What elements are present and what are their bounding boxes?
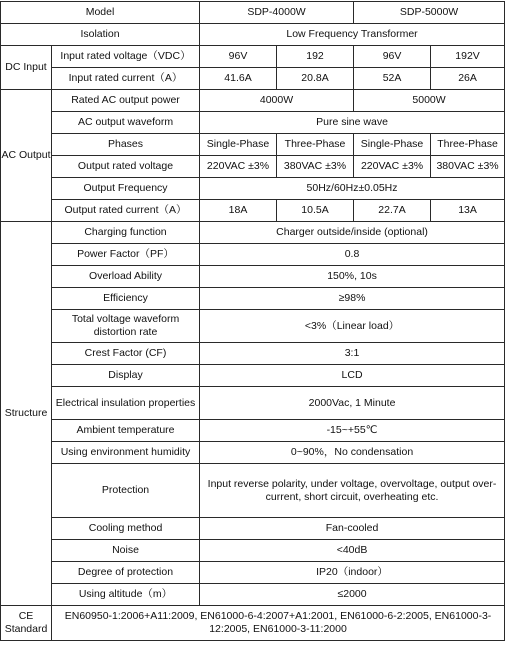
ce-row bbox=[1, 606, 505, 641]
structure-value: 0.8 bbox=[200, 244, 505, 266]
structure-row bbox=[1, 420, 505, 442]
ac-current-label: Output rated current（A） bbox=[52, 200, 200, 222]
ac-current-value: 13A bbox=[431, 200, 505, 222]
structure-value: 150%, 10s bbox=[200, 266, 505, 288]
structure-value: ≤2000 bbox=[200, 584, 505, 606]
ac-phases-value: Three-Phase bbox=[277, 134, 354, 156]
structure-row bbox=[1, 584, 505, 606]
structure-row bbox=[1, 288, 505, 310]
structure-label: Electrical insulation properties bbox=[52, 387, 200, 420]
structure-value: Charger outside/inside (optional) bbox=[200, 222, 505, 244]
dc-input-voltage-row bbox=[1, 46, 505, 68]
structure-label: Power Factor（PF） bbox=[52, 244, 200, 266]
structure-value: -15~+55℃ bbox=[200, 420, 505, 442]
dc-input-current-row bbox=[1, 68, 505, 90]
dc-input-group: DC Input bbox=[1, 46, 52, 90]
structure-row bbox=[1, 540, 505, 562]
structure-row bbox=[1, 244, 505, 266]
structure-row bbox=[1, 222, 505, 244]
isolation-label: Isolation bbox=[1, 24, 200, 46]
dc-voltage-value: 96V bbox=[200, 46, 277, 68]
ac-output-group: AC Output bbox=[1, 90, 52, 222]
ac-phases-value: Three-Phase bbox=[431, 134, 505, 156]
structure-value: Fan-cooled bbox=[200, 518, 505, 540]
dc-voltage-value: 96V bbox=[354, 46, 431, 68]
dc-current-label: Input rated current（A） bbox=[52, 68, 200, 90]
ac-voltage-row bbox=[1, 156, 505, 178]
structure-label: Using environment humidity bbox=[52, 442, 200, 464]
structure-value: <40dB bbox=[200, 540, 505, 562]
structure-row bbox=[1, 387, 505, 420]
structure-row bbox=[1, 266, 505, 288]
structure-row bbox=[1, 562, 505, 584]
dc-voltage-value: 192 bbox=[277, 46, 354, 68]
structure-value: IP20（indoor） bbox=[200, 562, 505, 584]
ac-phases-label: Phases bbox=[52, 134, 200, 156]
isolation-row bbox=[1, 24, 505, 46]
structure-value: ≥98% bbox=[200, 288, 505, 310]
ac-voltage-value: 380VAC ±3% bbox=[431, 156, 505, 178]
ce-value: EN60950-1:2006+A11:2009, EN61000-6-4:2007+A1:2001, EN61000-6-2:2005, EN61000-3-12:2005, EN61000-3-11:2000 bbox=[52, 606, 505, 641]
spec-table bbox=[0, 1, 505, 641]
structure-row bbox=[1, 464, 505, 518]
structure-label: Using altitude（m） bbox=[52, 584, 200, 606]
ce-label: CE Standard bbox=[1, 606, 52, 641]
structure-group: Structure bbox=[1, 222, 52, 606]
ac-waveform-row bbox=[1, 112, 505, 134]
structure-row bbox=[1, 343, 505, 365]
model-5000w: SDP-5000W bbox=[354, 2, 505, 24]
structure-value: 0~90%，No condensation bbox=[200, 442, 505, 464]
dc-current-value: 52A bbox=[354, 68, 431, 90]
structure-row bbox=[1, 442, 505, 464]
model-label: Model bbox=[1, 2, 200, 24]
ac-current-value: 10.5A bbox=[277, 200, 354, 222]
ac-power-value: 4000W bbox=[200, 90, 354, 112]
structure-label: Total voltage waveform distortion rate bbox=[52, 310, 200, 343]
ac-current-row bbox=[1, 200, 505, 222]
ac-current-value: 22.7A bbox=[354, 200, 431, 222]
ac-waveform-value: Pure sine wave bbox=[200, 112, 505, 134]
ac-frequency-value: 50Hz/60Hz±0.05Hz bbox=[200, 178, 505, 200]
ac-power-row bbox=[1, 90, 505, 112]
ac-voltage-value: 220VAC ±3% bbox=[354, 156, 431, 178]
dc-current-value: 20.8A bbox=[277, 68, 354, 90]
structure-row bbox=[1, 518, 505, 540]
structure-label: Overload Ability bbox=[52, 266, 200, 288]
header-row bbox=[1, 2, 505, 24]
structure-label: Noise bbox=[52, 540, 200, 562]
model-4000w: SDP-4000W bbox=[200, 2, 354, 24]
ac-voltage-value: 380VAC ±3% bbox=[277, 156, 354, 178]
dc-current-value: 26A bbox=[431, 68, 505, 90]
ac-frequency-row bbox=[1, 178, 505, 200]
ac-power-value: 5000W bbox=[354, 90, 505, 112]
structure-label: Protection bbox=[52, 464, 200, 518]
ac-waveform-label: AC output waveform bbox=[52, 112, 200, 134]
ac-voltage-label: Output rated voltage bbox=[52, 156, 200, 178]
structure-label: Display bbox=[52, 365, 200, 387]
ac-phases-value: Single-Phase bbox=[200, 134, 277, 156]
ac-phases-row bbox=[1, 134, 505, 156]
structure-label: Crest Factor (CF) bbox=[52, 343, 200, 365]
structure-label: Cooling method bbox=[52, 518, 200, 540]
structure-value: LCD bbox=[200, 365, 505, 387]
dc-voltage-label: Input rated voltage（VDC） bbox=[52, 46, 200, 68]
ac-voltage-value: 220VAC ±3% bbox=[200, 156, 277, 178]
structure-label: Degree of protection bbox=[52, 562, 200, 584]
structure-label: Ambient temperature bbox=[52, 420, 200, 442]
structure-label: Charging function bbox=[52, 222, 200, 244]
structure-value: 3:1 bbox=[200, 343, 505, 365]
ac-frequency-label: Output Frequency bbox=[52, 178, 200, 200]
ac-phases-value: Single-Phase bbox=[354, 134, 431, 156]
dc-voltage-value: 192V bbox=[431, 46, 505, 68]
ac-power-label: Rated AC output power bbox=[52, 90, 200, 112]
structure-label: Efficiency bbox=[52, 288, 200, 310]
dc-current-value: 41.6A bbox=[200, 68, 277, 90]
structure-value: <3%（Linear load） bbox=[200, 310, 505, 343]
ac-current-value: 18A bbox=[200, 200, 277, 222]
structure-row bbox=[1, 365, 505, 387]
structure-value: Input reverse polarity, under voltage, overvoltage, output over-current, short circuit, overheating etc. bbox=[200, 464, 505, 518]
isolation-value: Low Frequency Transformer bbox=[200, 24, 505, 46]
structure-value: 2000Vac, 1 Minute bbox=[200, 387, 505, 420]
structure-row bbox=[1, 310, 505, 343]
